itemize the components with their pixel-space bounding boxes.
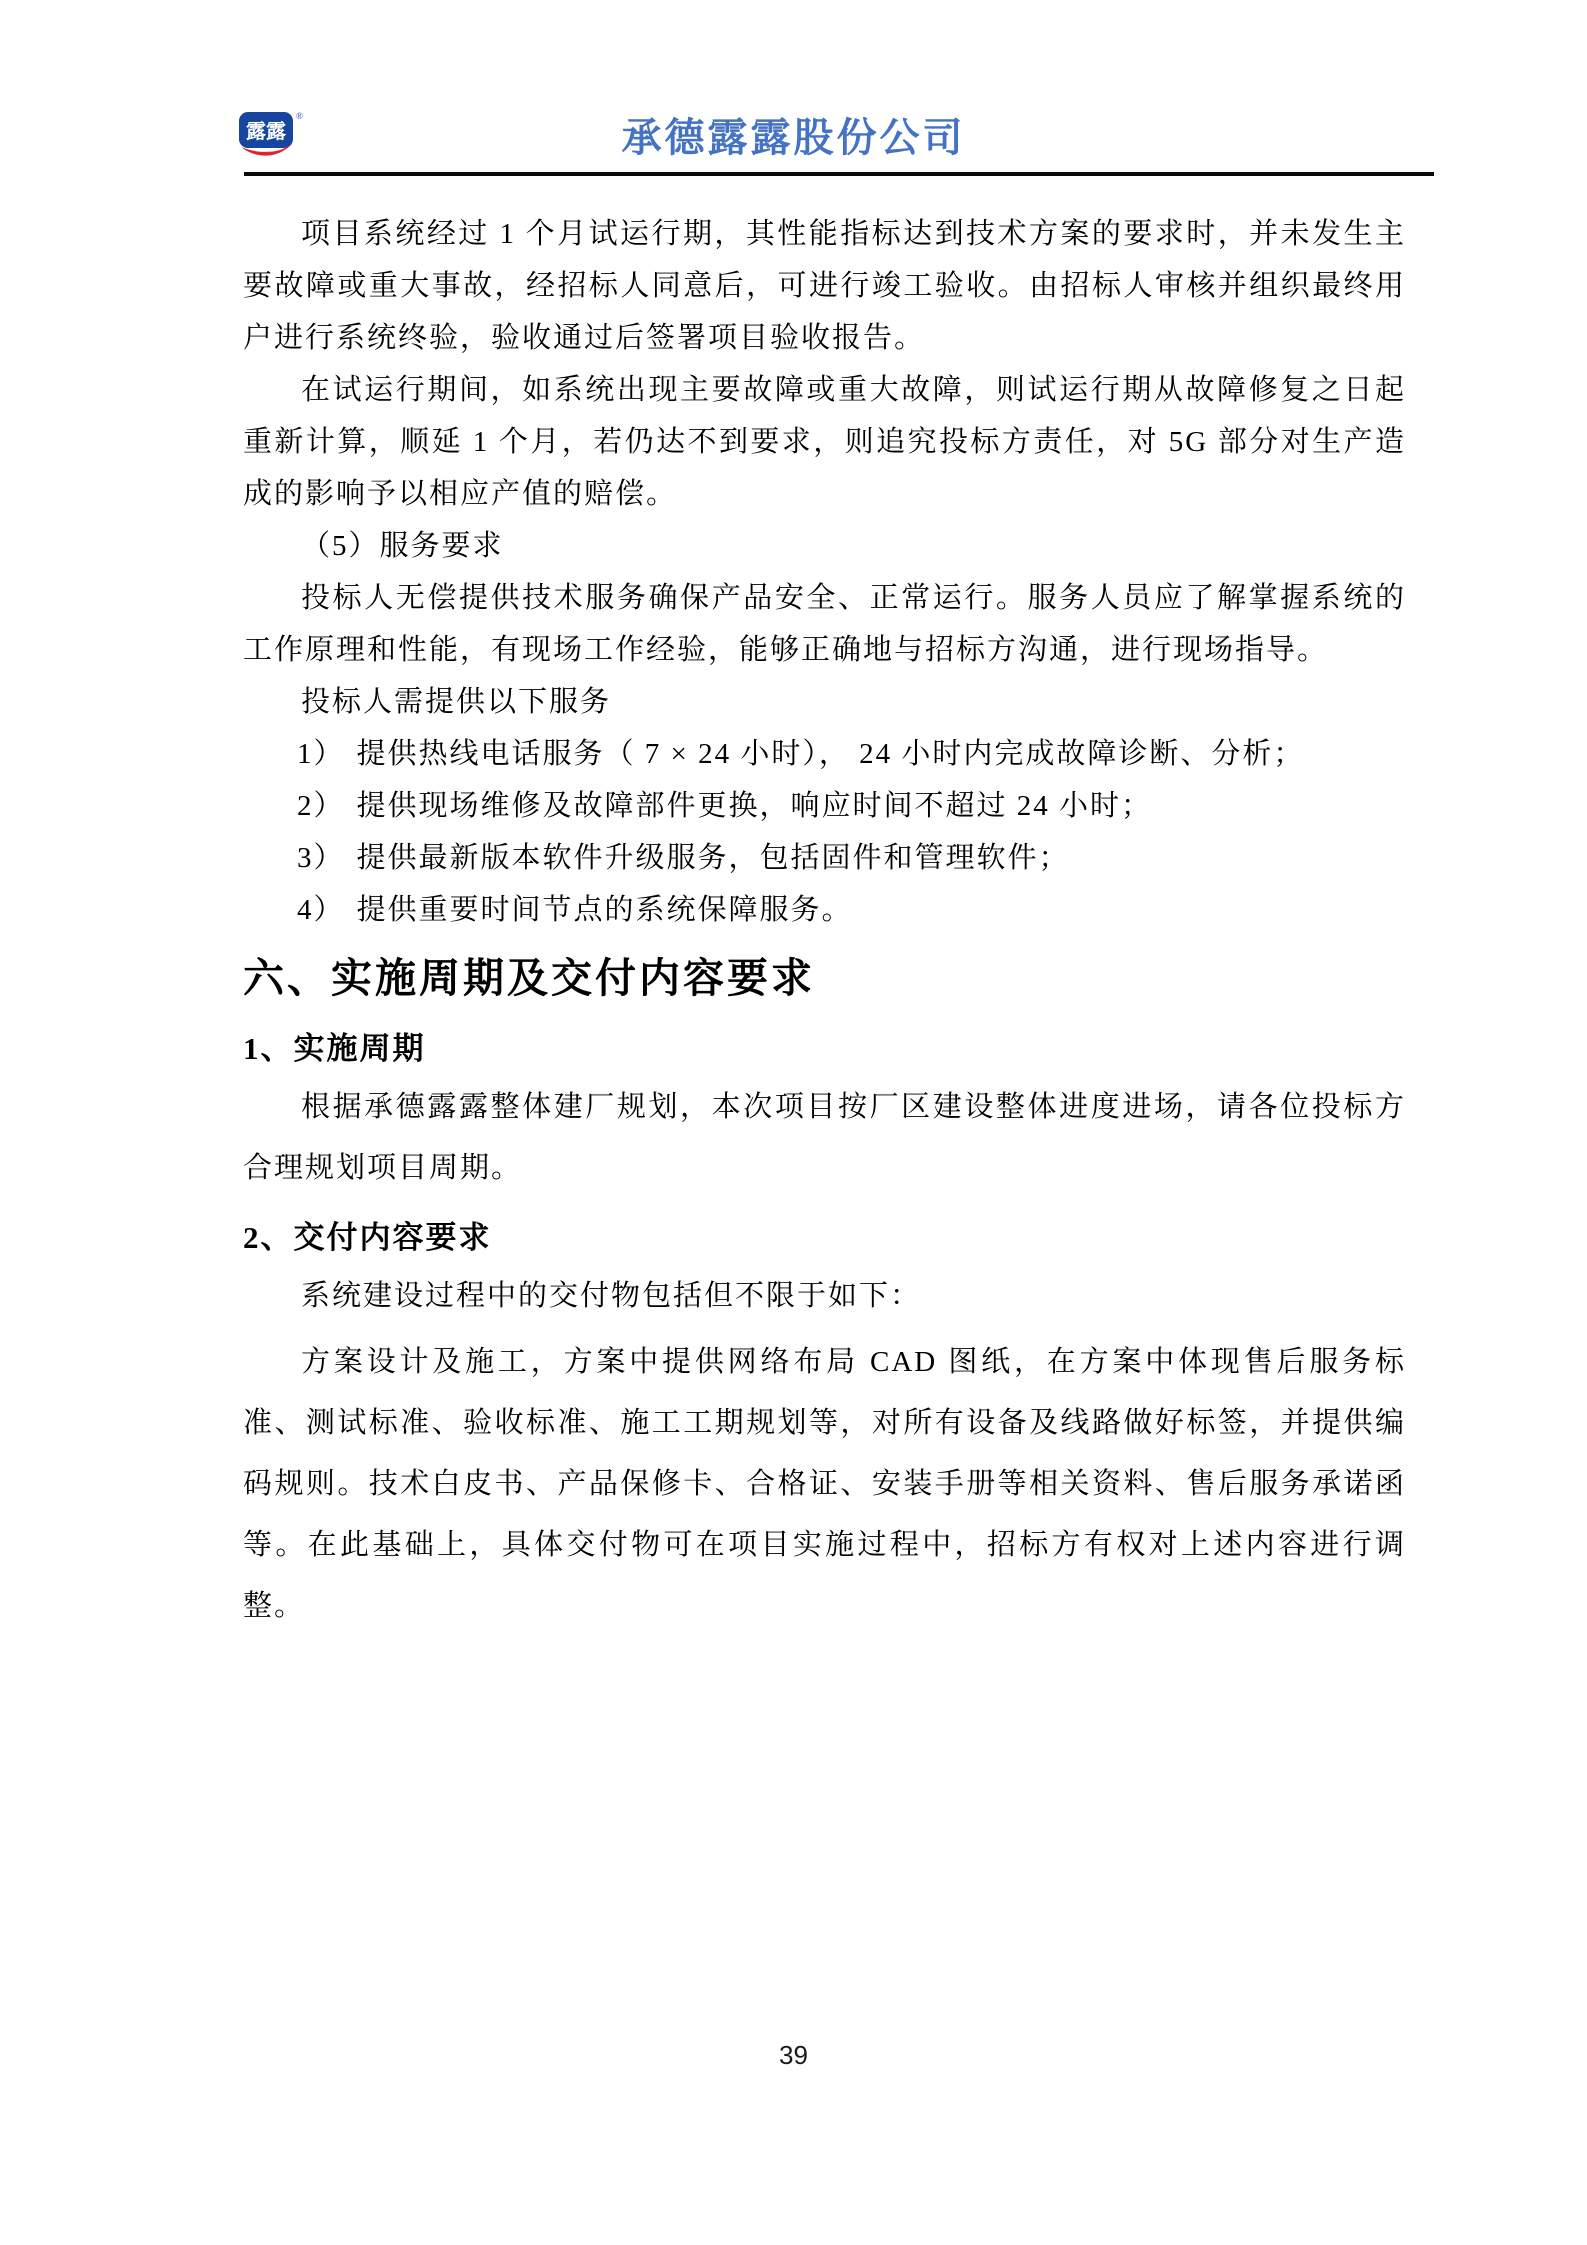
list-text: 提供现场维修及故障部件更换，响应时间不超过 24 小时；: [356, 790, 1153, 822]
document-body: [243, 208, 1406, 1637]
section-service: [243, 208, 1406, 936]
list-marker: 2）: [297, 790, 345, 822]
page-number: 39: [779, 2040, 808, 2070]
section-heading: 六、实施周期及交付内容要求: [243, 955, 815, 1001]
registered-mark: ®: [296, 111, 303, 121]
service-requirements-heading: （5）服务要求: [301, 530, 504, 562]
paragraph-implementation-period: 根据承德露露整体建厂规划，本次项目按厂区建设整体进度进场，请各位投标方合理规划项目周期。: [243, 1091, 1406, 1184]
paragraph-trial-period: 在试运行期间，如系统出现主要故障或重大故障，则试运行期从故障修复之日起重新计算，顺延 1 个月，若仍达不到要求，则追究投标方责任，对 5G 部分对生产造成的影响予以相应产值的赔偿。: [243, 374, 1406, 510]
service-item-3: [243, 832, 1406, 884]
header-divider-line: [244, 172, 1434, 176]
paragraph-acceptance: 项目系统经过 1 个月试运行期，其性能指标达到技术方案的要求时，并未发生主要故障或重大事故，经招标人同意后，可进行竣工验收。由招标人审核并组织最终用户进行系统终验，验收通过后签署项目验收报告。: [243, 218, 1406, 354]
list-text: 提供重要时间节点的系统保障服务。: [356, 894, 853, 926]
list-marker: 3）: [297, 842, 345, 874]
subheading-implementation-period: 1、实施周期: [243, 1031, 426, 1066]
paragraph-service: 投标人无偿提供技术服务确保产品安全、正常运行。服务人员应了解掌握系统的工作原理和性能，有现场工作经验，能够正确地与招标方沟通，进行现场指导。: [243, 582, 1406, 666]
service-list-intro: 投标人需提供以下服务: [301, 686, 612, 718]
list-marker: 4）: [297, 894, 345, 926]
company-name-title: 承德露露股份公司: [621, 116, 966, 160]
service-item-1: [243, 728, 1406, 780]
section-implementation: [243, 950, 1406, 1637]
paragraph-delivery-intro: 系统建设过程中的交付物包括但不限于如下：: [301, 1280, 922, 1312]
logo-text: 露露: [246, 121, 286, 143]
subheading-delivery-requirements: 2、交付内容要求: [243, 1220, 492, 1255]
list-marker: 1）: [297, 738, 345, 770]
list-text: 提供热线电话服务（ 7 × 24 小时）， 24 小时内完成故障诊断、分析；: [356, 738, 1305, 770]
list-text: 提供最新版本软件升级服务，包括固件和管理软件；: [356, 842, 1070, 874]
paragraph-delivery-details: 方案设计及施工，方案中提供网络布局 CAD 图纸，在方案中体现售后服务标准、测试标准、验收标准、施工工期规划等，对所有设备及线路做好标签，并提供编码规则。技术白皮书、产品保修卡、合格证、安装手册等相关资料、售后服务承诺函等。在此基础上，具体交付物可在项目实施过程中，招标方有权对上述内容进行调整。: [243, 1346, 1406, 1622]
service-item-2: [243, 780, 1406, 832]
service-item-4: [243, 884, 1406, 936]
